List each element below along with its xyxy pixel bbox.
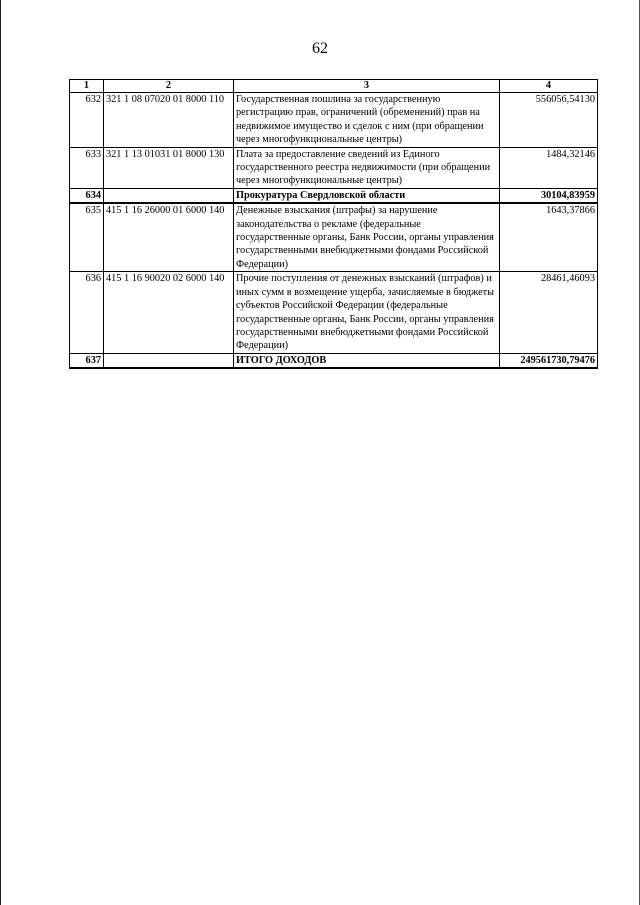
amount-cell: 249561730,79476 [500,353,598,368]
budget-code-cell: 415 1 16 90020 02 6000 140 [104,272,234,353]
table-row [70,272,598,353]
table-header-row [70,80,598,93]
revenue-table [69,79,598,369]
revenue-name-cell: ИТОГО ДОХОДОВ [234,353,500,368]
revenue-name-cell: Прочие поступления от денежных взысканий (штрафов) и иных сумм в возмещение ущерба, зачисляемые в бюджеты субъектов Российской Федерации (федеральные государственные органы, Банк России, органы управления государственными внебюджетными фондами Российской Федерации) [234,272,500,353]
row-number-cell: 632 [70,93,104,148]
column-header-2: 2 [104,80,234,93]
column-header-3: 3 [234,80,500,93]
column-header-1: 1 [70,80,104,93]
revenue-name-cell: Денежные взыскания (штрафы) за нарушение законодательства о рекламе (федеральные государственные органы, Банк России, органы управления государственными внебюджетными фондами Российской Федерации) [234,203,500,272]
budget-code-cell [104,188,234,203]
row-number-cell: 635 [70,203,104,272]
amount-cell: 1643,37866 [500,203,598,272]
table-row [70,147,598,188]
budget-code-cell: 321 1 08 07020 01 8000 110 [104,93,234,148]
amount-cell: 30104,83959 [500,188,598,203]
budget-code-cell: 321 1 13 01031 01 8000 130 [104,147,234,188]
row-number-cell: 637 [70,353,104,368]
page-number: 62 [312,40,328,57]
revenue-name-cell: Государственная пошлина за государственную регистрацию прав, ограничений (обременений) прав на недвижимое имущество и сделок с ним (при обращении через многофункциональные центры) [234,93,500,148]
table-row [70,93,598,148]
column-header-4: 4 [500,80,598,93]
amount-cell: 1484,32146 [500,147,598,188]
budget-code-cell [104,353,234,368]
amount-cell: 556056,54130 [500,93,598,148]
page-edge-left [0,0,1,905]
table-row [70,188,598,203]
amount-cell: 28461,46093 [500,272,598,353]
row-number-cell: 636 [70,272,104,353]
row-number-cell: 634 [70,188,104,203]
row-number-cell: 633 [70,147,104,188]
table-row [70,203,598,272]
table-row [70,353,598,368]
revenue-name-cell: Плата за предоставление сведений из Единого государственного реестра недвижимости (при обращении через многофункциональные центры) [234,147,500,188]
revenue-name-cell: Прокуратура Свердловской области [234,188,500,203]
budget-code-cell: 415 1 16 26000 01 6000 140 [104,203,234,272]
